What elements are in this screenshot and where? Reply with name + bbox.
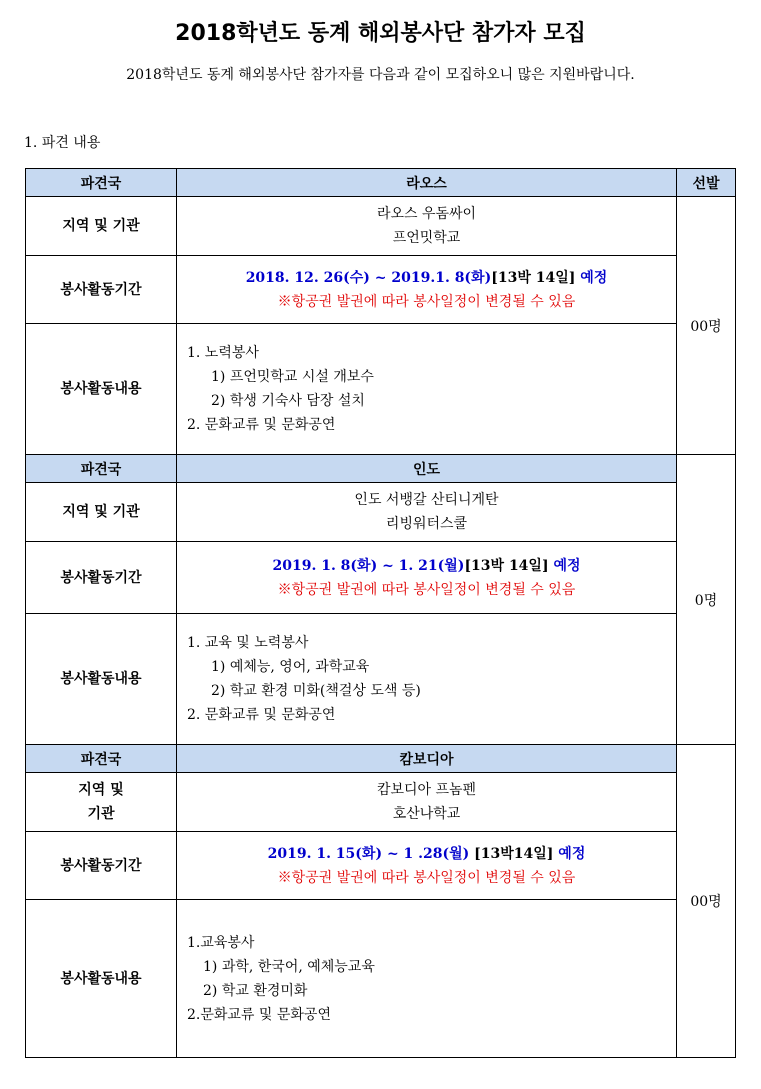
period-row xyxy=(26,542,736,614)
period-dates: 2018. 12. 26(수) ~ 2019.1. 8(화) xyxy=(245,269,492,286)
institution-line: 프언밋학교 xyxy=(392,230,461,246)
country-label: 파견국 xyxy=(26,455,177,483)
content-item: 2. 문화교류 및 문화공연 xyxy=(187,417,336,433)
country-label: 파견국 xyxy=(26,169,177,197)
country-name: 인도 xyxy=(177,455,677,483)
country-label: 파견국 xyxy=(26,745,177,773)
schedule-notice: ※항공권 발권에 따라 봉사일정이 변경될 수 있음 xyxy=(277,293,576,310)
institution-line: 호산나학교 xyxy=(392,806,461,822)
region-value xyxy=(177,197,677,256)
region-line: 인도 서뱅갈 산티니게탄 xyxy=(354,492,499,508)
content-subitem: 1) 예체능, 영어, 과학교육 xyxy=(211,659,370,675)
schedule-notice: ※항공권 발권에 따라 봉사일정이 변경될 수 있음 xyxy=(277,869,576,886)
period-tail: 예정 xyxy=(548,557,581,574)
region-line: 라오스 우돔싸이 xyxy=(376,206,477,222)
content-label: 봉사활동내용 xyxy=(26,614,177,745)
country-header-row xyxy=(26,455,736,483)
period-duration: [13박14일] xyxy=(469,845,554,862)
period-row xyxy=(26,832,736,900)
period-dates: 2019. 1. 8(화) ~ 1. 21(월) xyxy=(272,557,465,574)
content-row xyxy=(26,614,736,745)
period-value xyxy=(177,256,677,324)
region-value xyxy=(177,773,677,832)
institution-line: 리빙워터스쿨 xyxy=(385,516,468,532)
dispatch-table xyxy=(25,168,736,1058)
region-label: 지역 및 기관 xyxy=(26,197,177,256)
content-label: 봉사활동내용 xyxy=(26,900,177,1058)
period-dates-line xyxy=(177,842,676,866)
content-subitem: 1) 과학, 한국어, 예체능교육 xyxy=(203,958,375,975)
intro-text: 2018학년도 동계 해외봉사단 참가자를 다음과 같이 모집하오니 많은 지원바랍니다. xyxy=(126,67,635,83)
period-label: 봉사활동기간 xyxy=(26,256,177,324)
content-subitem: 2) 학생 기숙사 담장 설치 xyxy=(211,393,365,409)
content-item: 1. 교육 및 노력봉사 xyxy=(187,635,309,651)
schedule-notice: ※항공권 발권에 따라 봉사일정이 변경될 수 있음 xyxy=(277,581,576,598)
country-header-row xyxy=(26,169,736,197)
page-title: 2018학년도 동계 해외봉사단 참가자 모집 xyxy=(175,21,586,46)
content-value xyxy=(177,614,677,745)
period-dates-line xyxy=(177,554,676,578)
period-tail: 예정 xyxy=(575,269,608,286)
content-subitem: 1) 프언밋학교 시설 개보수 xyxy=(211,369,374,385)
selection-count: 00명 xyxy=(677,745,736,1058)
region-value xyxy=(177,483,677,542)
content-subitem: 2) 학교 환경 미화(책걸상 도색 등) xyxy=(211,683,421,699)
region-row xyxy=(26,483,736,542)
period-value xyxy=(177,832,677,900)
content-row xyxy=(26,900,736,1058)
content-item: 1.교육봉사 xyxy=(187,934,255,951)
region-label: 지역 및 기관 xyxy=(26,483,177,542)
content-row xyxy=(26,324,736,455)
period-dates: 2019. 1. 15(화) ~ 1 .28(월) xyxy=(267,845,470,862)
region-row xyxy=(26,773,736,832)
region-label-line1: 지역 및 xyxy=(78,782,124,798)
country-name: 캄보디아 xyxy=(177,745,677,773)
content-label: 봉사활동내용 xyxy=(26,324,177,455)
period-duration: [13박 14일] xyxy=(491,269,576,286)
content-value xyxy=(177,900,677,1058)
content-value xyxy=(177,324,677,455)
region-row xyxy=(26,197,736,256)
period-duration: [13박 14일] xyxy=(464,557,549,574)
selection-count: 00명 xyxy=(677,197,736,455)
country-name: 라오스 xyxy=(177,169,677,197)
region-label-line2: 기관 xyxy=(87,806,115,822)
period-label: 봉사활동기간 xyxy=(26,542,177,614)
country-header-row xyxy=(26,745,736,773)
period-dates-line xyxy=(177,266,676,290)
content-subitem: 2) 학교 환경미화 xyxy=(203,982,308,999)
period-row xyxy=(26,256,736,324)
period-label: 봉사활동기간 xyxy=(26,832,177,900)
period-tail: 예정 xyxy=(553,845,586,862)
content-item: 2. 문화교류 및 문화공연 xyxy=(187,707,336,723)
region-line: 캄보디아 프놈펜 xyxy=(376,782,477,798)
period-value xyxy=(177,542,677,614)
section-heading: 1. 파견 내용 xyxy=(24,135,101,151)
selection-header: 선발 xyxy=(677,169,736,197)
region-label xyxy=(26,773,177,832)
selection-count: 0명 xyxy=(677,455,736,745)
content-item: 1. 노력봉사 xyxy=(187,345,259,361)
content-item: 2.문화교류 및 문화공연 xyxy=(187,1006,331,1023)
